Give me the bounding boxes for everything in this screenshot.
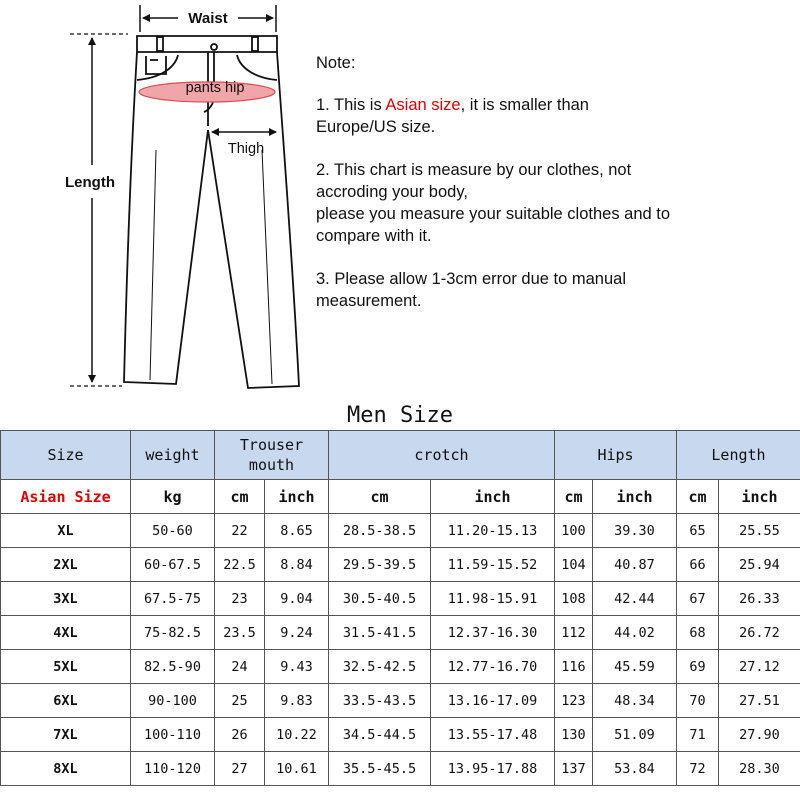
note-line xyxy=(316,181,796,203)
value-cell: 53.84 xyxy=(593,752,677,786)
value-cell: 39.30 xyxy=(593,514,677,548)
value-cell: 11.98-15.91 xyxy=(431,582,555,616)
thigh-label: Thigh xyxy=(227,141,265,157)
unit-cell: cm xyxy=(329,480,431,514)
unit-cell: inch xyxy=(265,480,329,514)
size-cell: 8XL xyxy=(1,752,131,786)
value-cell: 31.5-41.5 xyxy=(329,616,431,650)
table-row xyxy=(1,514,800,548)
note-text: , it is smaller than xyxy=(460,96,589,114)
value-cell: 9.04 xyxy=(265,582,329,616)
value-cell: 9.43 xyxy=(265,650,329,684)
value-cell: 65 xyxy=(677,514,719,548)
value-cell: 72 xyxy=(677,752,719,786)
table-row xyxy=(1,582,800,616)
table-row xyxy=(1,548,800,582)
value-cell: 34.5-44.5 xyxy=(329,718,431,752)
value-cell: 13.55-17.48 xyxy=(431,718,555,752)
value-cell: 100-110 xyxy=(131,718,215,752)
value-cell: 48.34 xyxy=(593,684,677,718)
value-cell: 60-67.5 xyxy=(131,548,215,582)
note-text: Europe/US size. xyxy=(316,118,436,136)
value-cell: 27.12 xyxy=(719,650,800,684)
value-cell: 26.72 xyxy=(719,616,800,650)
note-text: 3. Please allow 1-3cm error due to manual xyxy=(316,270,626,288)
value-cell: 130 xyxy=(555,718,593,752)
waist-label: Waist xyxy=(188,10,228,27)
value-cell: 27 xyxy=(215,752,265,786)
value-cell: 123 xyxy=(555,684,593,718)
unit-cell: cm xyxy=(555,480,593,514)
note-item xyxy=(316,159,796,247)
value-cell: 26 xyxy=(215,718,265,752)
value-cell: 25 xyxy=(215,684,265,718)
value-cell: 8.65 xyxy=(265,514,329,548)
note-text: 1. This is xyxy=(316,96,386,114)
header-trouser-mouth xyxy=(215,431,329,480)
unit-cell: cm xyxy=(677,480,719,514)
value-cell: 100 xyxy=(555,514,593,548)
value-cell: 71 xyxy=(677,718,719,752)
value-cell: 27.90 xyxy=(719,718,800,752)
notes-title: Note: xyxy=(316,54,356,72)
note-line xyxy=(316,94,796,116)
unit-cell: kg xyxy=(131,480,215,514)
header-crotch: crotch xyxy=(329,431,555,480)
unit-cell: inch xyxy=(719,480,800,514)
value-cell: 12.77-16.70 xyxy=(431,650,555,684)
value-cell: 108 xyxy=(555,582,593,616)
note-text: compare with it. xyxy=(316,227,432,245)
table-row xyxy=(1,650,800,684)
notes-list xyxy=(316,94,796,312)
value-cell: 116 xyxy=(555,650,593,684)
header-weight: weight xyxy=(131,431,215,480)
table-row xyxy=(1,616,800,650)
note-line xyxy=(316,116,796,138)
value-cell: 51.09 xyxy=(593,718,677,752)
value-cell: 11.59-15.52 xyxy=(431,548,555,582)
note-line xyxy=(316,225,796,247)
value-cell: 67.5-75 xyxy=(131,582,215,616)
value-cell: 69 xyxy=(677,650,719,684)
value-cell: 25.94 xyxy=(719,548,800,582)
value-cell: 13.95-17.88 xyxy=(431,752,555,786)
note-item xyxy=(316,268,796,312)
size-cell: 5XL xyxy=(1,650,131,684)
note-line xyxy=(316,268,796,290)
value-cell: 67 xyxy=(677,582,719,616)
value-cell: 11.20-15.13 xyxy=(431,514,555,548)
value-cell: 29.5-39.5 xyxy=(329,548,431,582)
value-cell: 9.24 xyxy=(265,616,329,650)
unit-cell: inch xyxy=(593,480,677,514)
header-length: Length xyxy=(677,431,800,480)
size-cell: 4XL xyxy=(1,616,131,650)
note-text: 2. This chart is measure by our clothes, not xyxy=(316,161,632,179)
value-cell: 10.22 xyxy=(265,718,329,752)
header-trouser-mouth-line2: mouth xyxy=(248,456,295,474)
value-cell: 82.5-90 xyxy=(131,650,215,684)
value-cell: 24 xyxy=(215,650,265,684)
value-cell: 35.5-45.5 xyxy=(329,752,431,786)
value-cell: 50-60 xyxy=(131,514,215,548)
header-hips: Hips xyxy=(555,431,677,480)
note-text: measurement. xyxy=(316,292,422,310)
table-body xyxy=(1,514,800,786)
value-cell: 12.37-16.30 xyxy=(431,616,555,650)
value-cell: 112 xyxy=(555,616,593,650)
value-cell: 70 xyxy=(677,684,719,718)
table-row xyxy=(1,752,800,786)
unit-cell: cm xyxy=(215,480,265,514)
note-line xyxy=(316,203,796,225)
table-row xyxy=(1,684,800,718)
value-cell: 33.5-43.5 xyxy=(329,684,431,718)
note-line xyxy=(316,159,796,181)
value-cell: 28.5-38.5 xyxy=(329,514,431,548)
size-cell: 6XL xyxy=(1,684,131,718)
value-cell: 9.83 xyxy=(265,684,329,718)
value-cell: 68 xyxy=(677,616,719,650)
note-item xyxy=(316,94,796,138)
size-notes xyxy=(316,52,796,333)
size-cell: XL xyxy=(1,514,131,548)
value-cell: 45.59 xyxy=(593,650,677,684)
header-size: Size xyxy=(1,431,131,480)
note-highlight: Asian size xyxy=(385,96,461,114)
value-cell: 26.33 xyxy=(719,582,800,616)
value-cell: 13.16-17.09 xyxy=(431,684,555,718)
value-cell: 25.55 xyxy=(719,514,800,548)
value-cell: 66 xyxy=(677,548,719,582)
size-chart-table xyxy=(0,430,800,786)
value-cell: 22.5 xyxy=(215,548,265,582)
value-cell: 137 xyxy=(555,752,593,786)
value-cell: 110-120 xyxy=(131,752,215,786)
value-cell: 40.87 xyxy=(593,548,677,582)
value-cell: 23 xyxy=(215,582,265,616)
value-cell: 44.02 xyxy=(593,616,677,650)
value-cell: 75-82.5 xyxy=(131,616,215,650)
value-cell: 10.61 xyxy=(265,752,329,786)
size-cell: 7XL xyxy=(1,718,131,752)
table-header-row xyxy=(1,431,800,480)
value-cell: 22 xyxy=(215,514,265,548)
pants-hip-label: pants hip xyxy=(185,80,245,96)
table-title: Men Size xyxy=(347,403,453,428)
asian-size-label: Asian Size xyxy=(1,480,131,514)
value-cell: 8.84 xyxy=(265,548,329,582)
pants-measurement-diagram xyxy=(0,0,310,400)
value-cell: 42.44 xyxy=(593,582,677,616)
note-text: accroding your body, xyxy=(316,183,468,201)
value-cell: 30.5-40.5 xyxy=(329,582,431,616)
length-measure-line xyxy=(70,34,128,386)
value-cell: 28.30 xyxy=(719,752,800,786)
note-line xyxy=(316,290,796,312)
length-label: Length xyxy=(65,174,115,191)
value-cell: 27.51 xyxy=(719,684,800,718)
table-row xyxy=(1,718,800,752)
value-cell: 23.5 xyxy=(215,616,265,650)
unit-cell: inch xyxy=(431,480,555,514)
value-cell: 32.5-42.5 xyxy=(329,650,431,684)
table-unit-row xyxy=(1,480,800,514)
header-trouser-mouth-line1: Trouser xyxy=(239,436,304,454)
note-text: please you measure your suitable clothes and to xyxy=(316,205,671,223)
value-cell: 90-100 xyxy=(131,684,215,718)
size-cell: 2XL xyxy=(1,548,131,582)
value-cell: 104 xyxy=(555,548,593,582)
size-cell: 3XL xyxy=(1,582,131,616)
